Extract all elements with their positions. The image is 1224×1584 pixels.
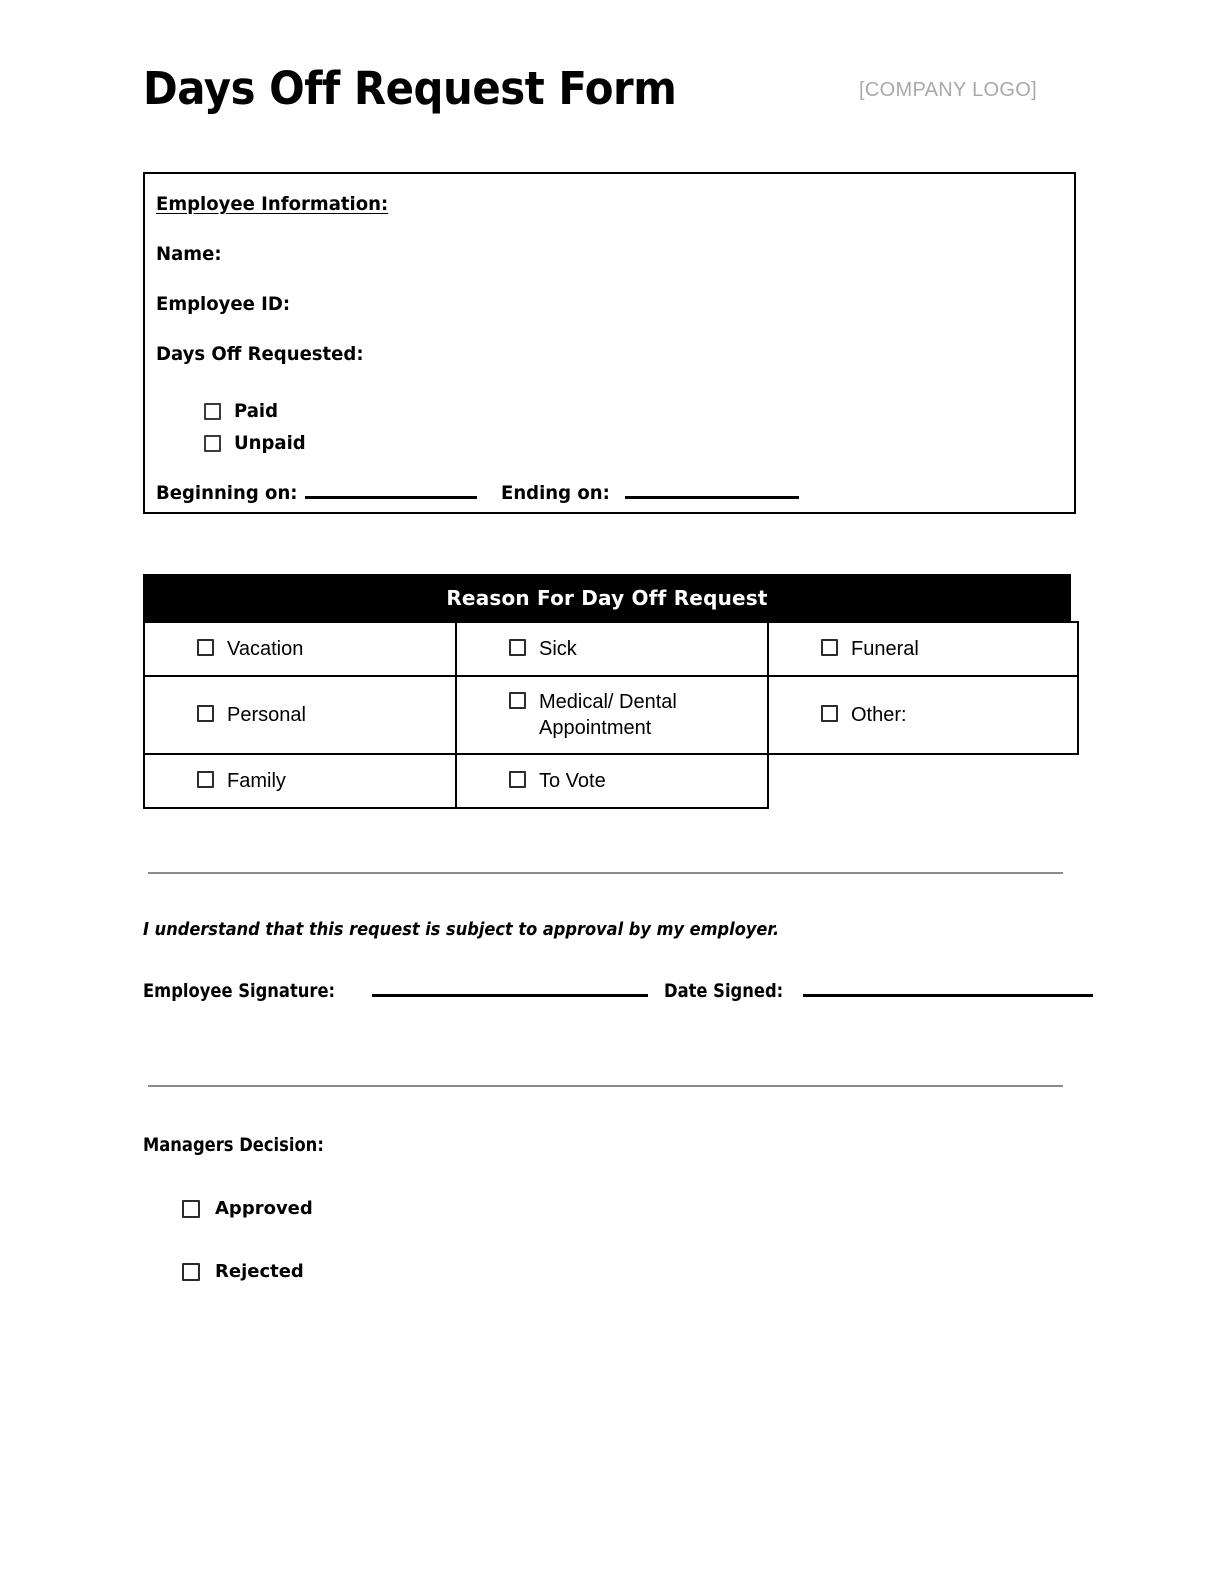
reason-label: Funeral (851, 638, 919, 660)
signature-row (143, 980, 1093, 1002)
company-logo-placeholder: [COMPANY LOGO] (859, 79, 1037, 101)
checkbox-label: Approved (215, 1198, 313, 1219)
document-header (143, 62, 1037, 128)
date-range-row (156, 482, 799, 504)
reason-label: Personal (227, 704, 306, 726)
checkbox-icon[interactable] (197, 639, 214, 656)
employee-signature-label: Employee Signature: (143, 980, 336, 1002)
checkbox-icon[interactable] (509, 639, 526, 656)
checkbox-icon[interactable] (197, 771, 214, 788)
reason-cell-other[interactable] (768, 676, 1078, 754)
acknowledgement-text: I understand that this request is subject to approval by my employer. (143, 919, 780, 940)
reason-label: To Vote (539, 770, 606, 792)
checkbox-icon[interactable] (182, 1263, 200, 1281)
date-signed-input[interactable] (803, 994, 1093, 997)
checkbox-icon[interactable] (197, 705, 214, 722)
beginning-on-input[interactable] (305, 496, 477, 499)
ending-on-input[interactable] (625, 496, 799, 499)
page-title: Days Off Request Form (143, 62, 677, 115)
reason-cell-personal[interactable] (144, 676, 456, 754)
reason-cell-to-vote[interactable] (456, 754, 768, 808)
ending-on-label: Ending on: (500, 482, 610, 504)
checkbox-icon[interactable] (204, 403, 221, 420)
employee-information-heading: Employee Information: (156, 193, 389, 215)
section-divider-bottom (148, 1085, 1063, 1087)
reason-cell-vacation[interactable] (144, 622, 456, 676)
reason-cell-family[interactable] (144, 754, 456, 808)
checkbox-icon[interactable] (509, 692, 526, 709)
employee-information-box (143, 172, 1076, 514)
checkbox-label: Rejected (215, 1261, 304, 1282)
table-row (144, 622, 1078, 676)
reason-label: Medical/ Dental Appointment (539, 691, 677, 739)
date-signed-label: Date Signed: (664, 980, 784, 1002)
table-row (144, 676, 1078, 754)
reason-table-header: Reason For Day Off Request (143, 574, 1071, 621)
name-label: Name: (156, 243, 222, 265)
days-off-requested-label: Days Off Requested: (156, 343, 364, 365)
reason-cell-sick[interactable] (456, 622, 768, 676)
reason-label: Other: (851, 704, 907, 726)
checkbox-icon[interactable] (509, 771, 526, 788)
reason-label: Sick (539, 638, 577, 660)
checkbox-icon[interactable] (821, 705, 838, 722)
table-row (144, 754, 1078, 808)
reason-cell-empty (768, 754, 1078, 808)
reason-label: Vacation (227, 638, 304, 660)
reason-label: Family (227, 770, 286, 792)
checkbox-option-approved[interactable] (182, 1198, 313, 1219)
employee-id-label: Employee ID: (156, 293, 291, 315)
checkbox-icon[interactable] (182, 1200, 200, 1218)
reason-cell-medical-dental-appointment[interactable] (456, 676, 768, 754)
checkbox-option-unpaid[interactable] (204, 427, 310, 459)
reason-options-grid (143, 621, 1079, 809)
reason-for-day-off-table (143, 574, 1071, 809)
checkbox-icon[interactable] (821, 639, 838, 656)
beginning-on-label: Beginning on: (156, 482, 298, 504)
employee-signature-input[interactable] (372, 994, 648, 997)
checkbox-label: Unpaid (234, 432, 306, 454)
checkbox-option-rejected[interactable] (182, 1261, 304, 1282)
section-divider-top (148, 872, 1063, 874)
managers-decision-title: Managers Decision: (143, 1134, 324, 1156)
checkbox-icon[interactable] (204, 435, 221, 452)
checkbox-option-paid[interactable] (204, 395, 310, 427)
checkbox-label: Paid (234, 400, 279, 422)
reason-cell-funeral[interactable] (768, 622, 1078, 676)
pay-type-checkbox-group (204, 395, 310, 459)
